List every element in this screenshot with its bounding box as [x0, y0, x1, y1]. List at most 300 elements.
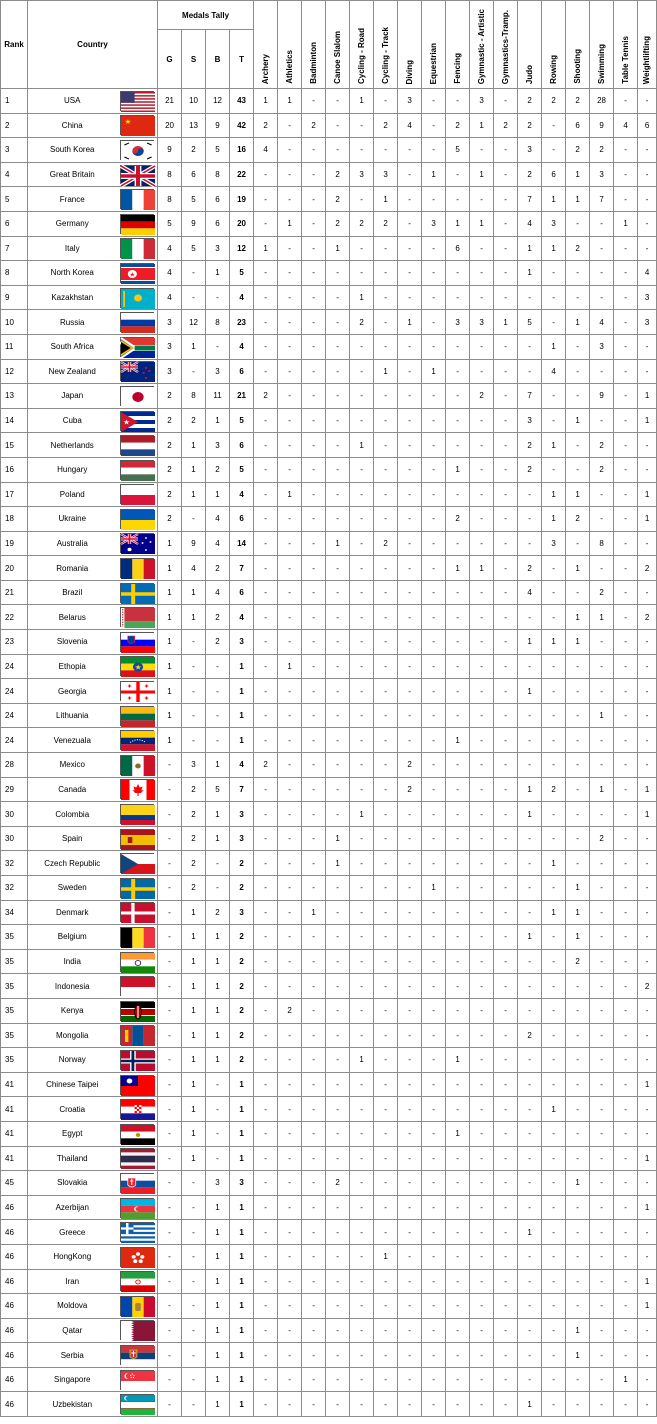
sport-medal-cell: - [542, 580, 566, 605]
sport-medal-cell: - [518, 1244, 542, 1269]
sport-medal-cell: 1 [566, 630, 590, 655]
sport-medal-cell: - [494, 384, 518, 409]
sport-medal-cell: - [326, 974, 350, 999]
france-flag-icon [120, 189, 154, 209]
sport-medal-cell: - [638, 359, 657, 384]
sport-medal-cell: - [350, 113, 374, 138]
gold-count: 4 [158, 236, 182, 261]
rank-cell: 32 [1, 876, 28, 901]
china-flag-icon [120, 115, 154, 135]
sport-medal-cell: - [422, 384, 446, 409]
country-name: Croatia [28, 1097, 117, 1122]
sport-medal-cell: - [326, 703, 350, 728]
sport-medal-cell: - [326, 384, 350, 409]
flag-cell [117, 777, 158, 802]
table-row [1, 900, 657, 925]
sport-medal-cell: - [326, 556, 350, 581]
table-row [1, 359, 657, 384]
sport-medal-cell: - [422, 113, 446, 138]
sport-medal-cell: - [350, 1195, 374, 1220]
total-count: 1 [230, 1121, 254, 1146]
sport-medal-cell: - [254, 1269, 278, 1294]
sport-medal-cell: - [326, 777, 350, 802]
gold-count: - [158, 802, 182, 827]
sport-medal-cell: - [302, 310, 326, 335]
sport-medal-cell: - [446, 1343, 470, 1368]
sport-medal-cell: - [494, 236, 518, 261]
silver-count: 2 [182, 851, 206, 876]
sport-medal-cell: - [470, 1097, 494, 1122]
country-name: Kenya [28, 998, 117, 1023]
sport-medal-cell: - [566, 211, 590, 236]
sport-medal-cell: - [638, 531, 657, 556]
sport-medal-cell: - [614, 728, 638, 753]
sport-medal-cell: - [398, 531, 422, 556]
sport-medal-cell: - [638, 162, 657, 187]
sport-medal-cell: - [590, 211, 614, 236]
table-row [1, 703, 657, 728]
sport-medal-cell: - [422, 728, 446, 753]
rank-cell: 30 [1, 802, 28, 827]
sport-medal-cell: - [254, 359, 278, 384]
sport-medal-cell: - [614, 703, 638, 728]
total-count: 1 [230, 1343, 254, 1368]
sport-medal-cell: - [326, 138, 350, 163]
flag-cell [117, 826, 158, 851]
flag-cell [117, 900, 158, 925]
sport-medal-cell: - [422, 531, 446, 556]
sport-medal-cell: 1 [518, 630, 542, 655]
sport-medal-cell: 2 [326, 187, 350, 212]
sport-medal-cell: - [470, 261, 494, 286]
bronze-count: 1 [206, 1195, 230, 1220]
sport-medal-cell: - [254, 998, 278, 1023]
sport-medal-cell: - [566, 777, 590, 802]
india-flag-icon [120, 952, 154, 972]
sport-medal-cell: - [350, 384, 374, 409]
sport-medal-cell: - [446, 1392, 470, 1417]
total-count: 19 [230, 187, 254, 212]
sport-medal-cell: - [518, 753, 542, 778]
sport-medal-cell: - [254, 408, 278, 433]
sport-medal-cell: - [446, 482, 470, 507]
bronze-count: 1 [206, 1343, 230, 1368]
sport-medal-cell: - [446, 334, 470, 359]
sport-medal-cell: - [254, 211, 278, 236]
sport-medal-cell: - [542, 1072, 566, 1097]
sport-medal-cell: - [326, 1343, 350, 1368]
sport-medal-cell: - [566, 1097, 590, 1122]
sport-header-archery: Archery [254, 1, 278, 89]
sport-medal-cell: - [494, 138, 518, 163]
silver-count: 1 [182, 1023, 206, 1048]
rank-cell: 22 [1, 605, 28, 630]
sport-medal-cell: 1 [638, 1294, 657, 1319]
chinese-taipei-flag-icon [120, 1075, 154, 1095]
bronze-count: - [206, 1072, 230, 1097]
sport-medal-cell: - [638, 1343, 657, 1368]
gold-count: - [158, 974, 182, 999]
sport-medal-cell: - [326, 1023, 350, 1048]
sport-medal-cell: - [398, 187, 422, 212]
rank-cell: 6 [1, 211, 28, 236]
country-name: Venezuala [28, 728, 117, 753]
sport-medal-cell: - [518, 1269, 542, 1294]
silver-count: - [182, 359, 206, 384]
sport-medal-cell: - [638, 1392, 657, 1417]
sport-medal-cell: - [494, 826, 518, 851]
sport-medal-cell: - [254, 777, 278, 802]
sport-medal-cell: - [422, 433, 446, 458]
sport-medal-cell: - [422, 408, 446, 433]
flag-cell [117, 457, 158, 482]
silver-count: 1 [182, 1048, 206, 1073]
country-name: Ethopia [28, 654, 117, 679]
sport-medal-cell: - [422, 310, 446, 335]
sport-medal-cell: 3 [470, 310, 494, 335]
flag-cell [117, 876, 158, 901]
flag-cell [117, 482, 158, 507]
sport-medal-cell: - [590, 1244, 614, 1269]
silver-count: - [182, 261, 206, 286]
sport-medal-cell: - [470, 679, 494, 704]
sport-medal-cell: 3 [518, 138, 542, 163]
sport-medal-cell: - [638, 89, 657, 114]
sport-medal-cell: - [446, 974, 470, 999]
rank-cell: 24 [1, 679, 28, 704]
sport-medal-cell: 1 [326, 236, 350, 261]
sport-medal-cell: - [614, 753, 638, 778]
sport-medal-cell: 9 [590, 384, 614, 409]
sport-medal-cell: - [542, 654, 566, 679]
sport-medal-cell: - [374, 334, 398, 359]
sport-medal-cell: - [326, 1318, 350, 1343]
sport-medal-cell: 3 [518, 408, 542, 433]
sport-medal-cell: - [614, 359, 638, 384]
country-name: Netherlands [28, 433, 117, 458]
sport-medal-cell: 1 [542, 630, 566, 655]
sport-medal-cell: 1 [566, 482, 590, 507]
brazil-flag-icon [120, 583, 154, 603]
total-count: 1 [230, 1220, 254, 1245]
bronze-count: 1 [206, 1269, 230, 1294]
rank-cell: 46 [1, 1269, 28, 1294]
sport-medal-cell: - [494, 556, 518, 581]
sport-medal-cell: - [278, 925, 302, 950]
country-name: Singapore [28, 1367, 117, 1392]
sport-medal-cell: - [254, 802, 278, 827]
sport-medal-cell: - [302, 703, 326, 728]
sport-medal-cell: - [422, 605, 446, 630]
sport-medal-cell: - [398, 1121, 422, 1146]
kazakhstan-flag-icon [120, 288, 154, 308]
sport-medal-cell: - [254, 605, 278, 630]
sport-header-diving: Diving [398, 1, 422, 89]
sport-medal-cell: - [614, 334, 638, 359]
sport-medal-cell: 4 [614, 113, 638, 138]
sport-medal-cell: - [254, 261, 278, 286]
azerbaijan-flag-icon [120, 1198, 154, 1218]
sport-medal-cell: - [542, 876, 566, 901]
sport-medal-cell: 1 [638, 507, 657, 532]
medal-table-body [1, 89, 657, 1417]
sport-medal-cell: - [254, 1244, 278, 1269]
sport-medal-cell: - [542, 949, 566, 974]
gold-count: - [158, 1220, 182, 1245]
sport-medal-cell: - [494, 334, 518, 359]
poland-flag-icon [120, 484, 154, 504]
sport-medal-cell: - [470, 1121, 494, 1146]
gold-count: 3 [158, 359, 182, 384]
bronze-count: 4 [206, 531, 230, 556]
sport-medal-cell: - [614, 925, 638, 950]
sport-medal-cell: - [590, 925, 614, 950]
sport-medal-cell: - [422, 89, 446, 114]
sport-medal-cell: 1 [278, 654, 302, 679]
sport-medal-cell: - [614, 285, 638, 310]
sport-medal-cell: - [278, 1318, 302, 1343]
flag-cell [117, 359, 158, 384]
sport-medal-cell: - [326, 1048, 350, 1073]
indonesia-flag-icon [120, 976, 154, 996]
sport-medal-cell: - [566, 728, 590, 753]
gold-count: 2 [158, 408, 182, 433]
sport-medal-cell: - [350, 236, 374, 261]
total-count: 42 [230, 113, 254, 138]
sport-medal-cell: - [494, 359, 518, 384]
sport-medal-cell: - [542, 384, 566, 409]
sport-medal-cell: - [350, 974, 374, 999]
sport-medal-cell: - [518, 826, 542, 851]
sport-medal-cell: 2 [374, 531, 398, 556]
sport-medal-cell: - [254, 630, 278, 655]
sport-medal-cell: - [638, 900, 657, 925]
sport-medal-cell: - [446, 1318, 470, 1343]
sport-medal-cell: - [614, 138, 638, 163]
sport-medal-cell: - [542, 728, 566, 753]
total-count: 2 [230, 925, 254, 950]
rank-cell: 30 [1, 826, 28, 851]
silver-count: - [182, 1171, 206, 1196]
sport-medal-cell: - [422, 1097, 446, 1122]
sport-medal-cell: - [566, 531, 590, 556]
sport-medal-cell: - [614, 998, 638, 1023]
country-name: Mexico [28, 753, 117, 778]
sport-medal-cell: - [494, 162, 518, 187]
country-name: North Korea [28, 261, 117, 286]
gold-count: 9 [158, 138, 182, 163]
silver-count: - [182, 703, 206, 728]
sport-medal-cell: - [278, 433, 302, 458]
sport-medal-cell: - [518, 654, 542, 679]
sport-medal-cell: - [590, 1367, 614, 1392]
sport-medal-cell: - [494, 777, 518, 802]
sport-medal-cell: - [446, 1072, 470, 1097]
sport-medal-cell: - [518, 334, 542, 359]
gold-count: 1 [158, 679, 182, 704]
sport-medal-cell: 1 [446, 1048, 470, 1073]
sport-medal-cell: - [278, 580, 302, 605]
sport-medal-cell: 1 [518, 261, 542, 286]
sport-medal-cell: 6 [566, 113, 590, 138]
country-name: Great Britain [28, 162, 117, 187]
sport-medal-cell: - [446, 777, 470, 802]
gold-count: 5 [158, 211, 182, 236]
sport-medal-cell: - [446, 1367, 470, 1392]
sport-medal-cell: - [326, 1121, 350, 1146]
sport-medal-cell: - [374, 1023, 398, 1048]
rank-cell: 41 [1, 1097, 28, 1122]
sport-medal-cell: - [542, 1294, 566, 1319]
sport-medal-cell: - [542, 261, 566, 286]
sport-medal-cell: - [590, 728, 614, 753]
sport-medal-cell: 2 [638, 556, 657, 581]
sport-medal-cell: - [422, 1294, 446, 1319]
table-row [1, 876, 657, 901]
sport-medal-cell: - [278, 408, 302, 433]
sport-medal-cell: 2 [638, 974, 657, 999]
sport-medal-cell: - [446, 851, 470, 876]
sport-medal-cell: - [518, 998, 542, 1023]
sport-medal-cell: 3 [542, 531, 566, 556]
sport-medal-cell: 1 [446, 728, 470, 753]
total-count: 1 [230, 654, 254, 679]
table-row [1, 507, 657, 532]
sport-medal-cell: - [374, 802, 398, 827]
table-row [1, 630, 657, 655]
sport-medal-cell: 1 [470, 162, 494, 187]
silver-count: 1 [182, 1146, 206, 1171]
sport-medal-cell: - [374, 876, 398, 901]
sport-medal-cell: - [302, 1318, 326, 1343]
silver-count: 5 [182, 236, 206, 261]
table-row [1, 925, 657, 950]
sport-medal-cell: - [254, 457, 278, 482]
sport-medal-cell: - [398, 457, 422, 482]
sport-medal-cell: - [494, 851, 518, 876]
lithuania-flag-icon [120, 706, 154, 726]
sport-medal-cell: - [446, 531, 470, 556]
sport-medal-cell: - [566, 1048, 590, 1073]
sport-medal-cell: - [638, 949, 657, 974]
singapore-flag-icon [120, 1370, 154, 1390]
sport-medal-cell: - [278, 1220, 302, 1245]
sport-medal-cell: - [638, 187, 657, 212]
sport-medal-cell: - [398, 974, 422, 999]
total-count: 16 [230, 138, 254, 163]
flag-cell [117, 408, 158, 433]
sport-medal-cell: - [590, 1318, 614, 1343]
table-row [1, 1367, 657, 1392]
japan-flag-icon [120, 386, 154, 406]
sport-medal-cell: 1 [446, 211, 470, 236]
sport-medal-cell: - [566, 384, 590, 409]
table-row [1, 753, 657, 778]
table-row [1, 1195, 657, 1220]
total-count: 3 [230, 802, 254, 827]
sport-medal-cell: - [254, 162, 278, 187]
sport-medal-cell: - [374, 433, 398, 458]
sport-medal-cell: - [446, 925, 470, 950]
total-count: 5 [230, 457, 254, 482]
sport-medal-cell: - [590, 876, 614, 901]
sport-medal-cell: - [638, 876, 657, 901]
bronze-count: 1 [206, 998, 230, 1023]
sport-medal-cell: 3 [374, 162, 398, 187]
table-row [1, 1048, 657, 1073]
sport-medal-cell: - [374, 1195, 398, 1220]
silver-count: 1 [182, 900, 206, 925]
sport-medal-cell: 1 [422, 876, 446, 901]
sport-medal-cell: - [542, 925, 566, 950]
sport-medal-cell: - [518, 1294, 542, 1319]
sport-medal-cell: 1 [254, 236, 278, 261]
table-row [1, 187, 657, 212]
sport-header-table-tennis: Table Tennis [614, 1, 638, 89]
sport-medal-cell: - [494, 679, 518, 704]
sport-medal-cell: - [590, 1343, 614, 1368]
sport-medal-cell: - [350, 949, 374, 974]
sport-medal-cell: - [638, 334, 657, 359]
sport-medal-cell: 1 [518, 679, 542, 704]
svg-text:★: ★ [122, 417, 130, 426]
hong-kong-flag-icon [120, 1247, 154, 1267]
sport-medal-cell: - [374, 1097, 398, 1122]
sport-medal-cell: - [254, 285, 278, 310]
total-count: 5 [230, 261, 254, 286]
total-count: 2 [230, 851, 254, 876]
sport-medal-cell: - [542, 138, 566, 163]
flag-cell [117, 113, 158, 138]
sport-header-rowing: Rowing [542, 1, 566, 89]
sport-medal-cell: - [374, 654, 398, 679]
sport-medal-cell: - [542, 1146, 566, 1171]
country-name: Slovakia [28, 1171, 117, 1196]
slovenia-flag-icon [120, 632, 154, 652]
sport-medal-cell: - [614, 1097, 638, 1122]
silver-count: 6 [182, 162, 206, 187]
sport-medal-cell: - [494, 1269, 518, 1294]
sport-medal-cell: - [566, 1195, 590, 1220]
sport-medal-cell: - [302, 826, 326, 851]
sport-medal-cell: - [278, 802, 302, 827]
rank-cell: 21 [1, 580, 28, 605]
sport-medal-cell: - [302, 89, 326, 114]
sport-medal-cell: - [326, 580, 350, 605]
sport-medal-cell: - [350, 359, 374, 384]
sport-medal-cell: - [254, 334, 278, 359]
germany-flag-icon [120, 214, 154, 234]
sport-medal-cell: - [494, 285, 518, 310]
sport-medal-cell: - [278, 1072, 302, 1097]
bronze-count: 3 [206, 236, 230, 261]
sport-medal-cell: - [614, 974, 638, 999]
sport-medal-cell: - [494, 1121, 518, 1146]
gold-count: 1 [158, 654, 182, 679]
sport-medal-cell: - [326, 753, 350, 778]
sport-medal-cell: - [302, 1097, 326, 1122]
hungary-flag-icon [120, 460, 154, 480]
bronze-count: 1 [206, 482, 230, 507]
croatia-flag-icon [120, 1099, 154, 1119]
gold-count: - [158, 1048, 182, 1073]
sport-medal-cell: - [278, 777, 302, 802]
table-row [1, 482, 657, 507]
sport-medal-cell: - [398, 1318, 422, 1343]
sport-medal-cell: - [398, 162, 422, 187]
sport-medal-cell: - [350, 1367, 374, 1392]
sport-medal-cell: - [590, 1171, 614, 1196]
